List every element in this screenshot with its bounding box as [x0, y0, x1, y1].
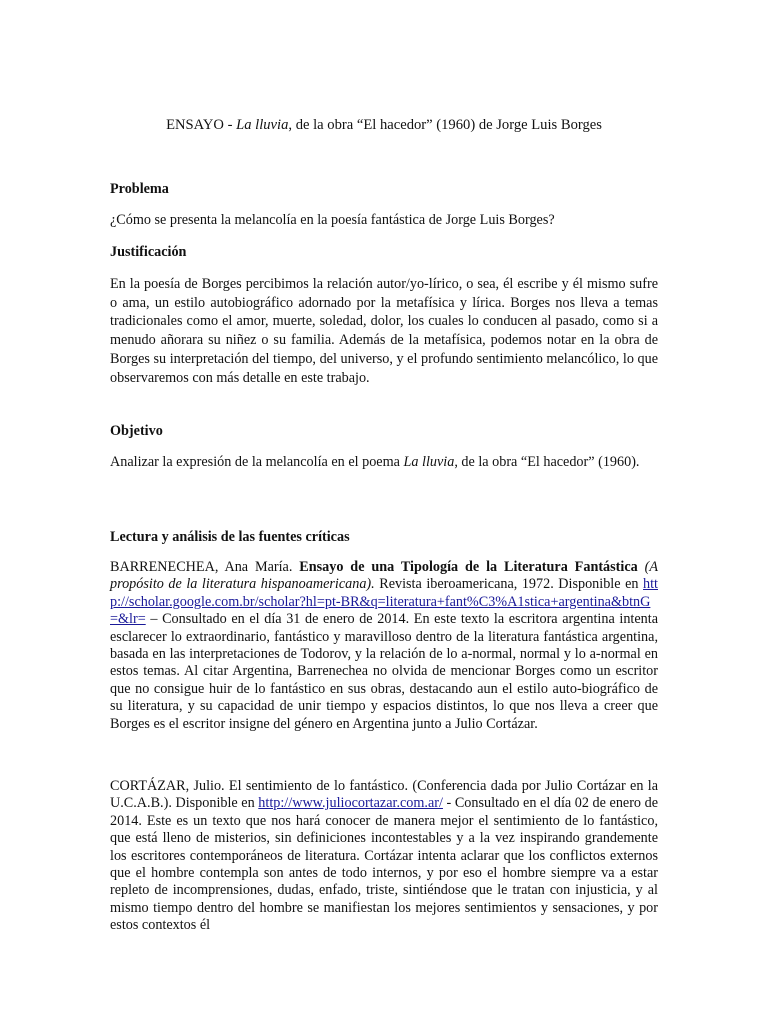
reference-barrenechea	[110, 559, 658, 733]
justificacion-body	[110, 275, 658, 387]
objetivo-text	[110, 453, 658, 472]
title-work: La lluvia	[236, 117, 289, 133]
objetivo-body	[110, 453, 658, 472]
reference-cortazar	[110, 778, 658, 935]
ref2-text: - Consultado en el día 02 de enero de 2014. Este es un texto que nos hará conocer de manera mejor el sentimiento de lo fantástico, que está lleno de misterios, sin definiciones incontestables y a la vez inspirando grandemente los escritores contemporáneos de literatura. Cortázar intenta aclarar que los conflictos externos que el hombre contempla son antes de todo internos, y por eso el hombre siempre va a estar repleto de incomprensiones, dudas, enfado, triste, sintiéndose que le tratan con injusticia, y al mismo tiempo dentro del hombre se manifiestan los mejores sentimientos y sensaciones, y por estos contextos él	[110, 795, 658, 934]
section-objetivo	[110, 422, 658, 440]
heading-justificacion: Justificación	[110, 244, 187, 260]
section-justificacion	[110, 243, 658, 261]
reference-barrenechea-text	[110, 559, 658, 733]
title-prefix: ENSAYO -	[166, 117, 237, 133]
objetivo-text-before: Analizar la expresión de la melancolía en el poema	[110, 454, 404, 470]
justificacion-text: En la poesía de Borges percibimos la relación autor/yo-lírico, o sea, él escribe y él mismo sufre o ama, un estilo autobiográfico adornado por la metafísica y lírica. Borges nos lleva a temas tradicionales como el amor, muerte, soledad, dolor, los cuales lo conducen al pasado, como si a menudo añorara su niñez o su familia. Además de la metafísica, podemos notar en la obra de Borges su interpretación del tiempo, del universo, y el profundo sentimiento melancólico, lo que observaremos con más detalle en este trabajo.	[110, 276, 658, 386]
section-lectura	[110, 528, 658, 546]
ref1-title: Ensayo de una Tipología de la Literatura Fantástica	[299, 559, 638, 575]
ref1-consulted: – Consultado en el día 31 de enero de 2014.	[145, 611, 410, 628]
ref1-text: En este texto la escritora argentina intenta esclarecer lo extraordinario, fantástico y maravilloso dentro de la literatura fantástica argentina, basada en las interpretaciones de Todorov, y la relación de lo a-normal, normal y lo a-normal en estos temas. Al citar Argentina, Barrenechea no olvida de mencionar Borges como un escritor que no consigue huir de lo fantástico en sus obras, destacando aun el estilo auto-biográfico de su literatura, y su capacidad de unir tiempo y espacios distintos, lo que nos lleva a creer que Borges es el escritor insigne del género en Argentina junto a Julio Cortázar.	[110, 611, 658, 732]
ref2-url-link[interactable]: http://www.juliocortazar.com.ar/	[258, 795, 443, 812]
heading-lectura: Lectura y análisis de las fuentes críticas	[110, 529, 350, 545]
section-problema	[110, 180, 658, 198]
heading-problema: Problema	[110, 181, 169, 197]
ref1-author: BARRENECHEA, Ana María.	[110, 559, 300, 575]
ref1-url-link[interactable]: http://scholar.google.com.br/scholar?hl=pt-BR&q=literatura+fant%C3%A1stica+argentina&btnG=&lr=	[110, 576, 658, 628]
heading-objetivo: Objetivo	[110, 423, 163, 439]
ref1-pub: Revista iberoamericana, 1972. Disponible en	[374, 576, 644, 593]
objetivo-text-after: , de la obra “El hacedor” (1960).	[454, 454, 640, 470]
objetivo-poem: La lluvia	[403, 454, 455, 470]
title-suffix: , de la obra “El hacedor” (1960) de Jorge Luis Borges	[288, 117, 602, 133]
ref2-lead: CORTÁZAR, Julio. El sentimiento de lo fantástico. (Conferencia dada por Julio Cortázar en la U.C.A.B.). Disponible en	[110, 778, 658, 812]
essay-title	[110, 117, 658, 134]
ref1-subtitle: (A propósito de la literatura hispanoamericana).	[110, 559, 659, 593]
problema-body	[110, 211, 658, 230]
reference-cortazar-text	[110, 778, 658, 935]
problema-text: ¿Cómo se presenta la melancolía en la poesía fantástica de Jorge Luis Borges?	[110, 212, 555, 228]
